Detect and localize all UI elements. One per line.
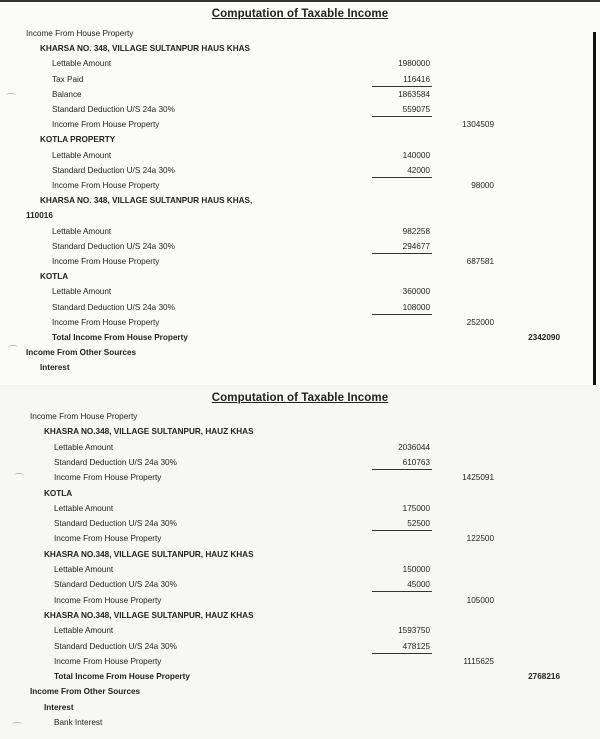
amount-c2: 687581 (466, 257, 494, 266)
table-row (0, 346, 600, 360)
amount-c2: 252000 (466, 317, 494, 327)
subtotal-rule (372, 314, 432, 315)
table-row (0, 410, 600, 424)
row-label: Income From House Property (52, 317, 160, 327)
row-label: Lettable Amount (54, 442, 114, 452)
table-row (0, 517, 600, 531)
row-label: KOTLA PROPERTY (40, 135, 116, 145)
row-label: Standard Deduction U/S 24a 30% (52, 302, 175, 312)
page-edge-shadow (593, 32, 596, 385)
table-row (0, 594, 600, 608)
table-row (0, 194, 600, 208)
pen-mark-icon: ⌒ (6, 94, 16, 105)
table-row (0, 685, 600, 699)
amount-c1: 1863584 (398, 89, 430, 99)
table-row (0, 209, 600, 223)
table-row (0, 487, 600, 501)
amount-c1: 478125 (402, 641, 430, 651)
amount-c1: 108000 (402, 302, 430, 312)
subtotal-rule (372, 530, 432, 531)
table-row (0, 164, 600, 178)
page-title: Computation of Taxable Income (211, 8, 389, 20)
table-row (0, 316, 600, 330)
row-label: KHASRA NO.348, VILLAGE SULTANPUR, HAUZ KHAS (44, 549, 254, 559)
table-row (0, 301, 600, 315)
table-row (0, 88, 600, 102)
row-label: Lettable Amount (52, 150, 112, 160)
pen-mark-icon: ⌒ (14, 474, 24, 485)
subtotal-rule (372, 591, 432, 592)
table-row (0, 655, 600, 669)
row-label: Income From House Property (52, 120, 160, 130)
row-label: Income From House Property (30, 412, 138, 421)
row-label: Lettable Amount (54, 503, 114, 513)
row-label: Income From House Property (54, 534, 162, 544)
amount-c1: 52500 (407, 519, 430, 529)
row-label: KHARSA NO. 348, VILLAGE SULTANPUR HAUS KHAS (40, 44, 251, 54)
amount-c3: 2768216 (528, 672, 560, 682)
amount-c1: 294677 (402, 241, 430, 251)
table-row (0, 640, 600, 654)
table-row (0, 270, 600, 284)
amount-c2: 1115625 (463, 656, 494, 666)
table-row (0, 103, 600, 117)
table-row (0, 502, 600, 516)
table-row (0, 118, 600, 132)
amount-c1: 140000 (402, 150, 430, 160)
subtotal-rule (372, 469, 432, 470)
table-row (0, 331, 600, 345)
row-label: Total Income From House Property (54, 672, 190, 682)
amount-c1: 360000 (402, 287, 430, 297)
table-row (0, 471, 600, 485)
table-row (0, 285, 600, 299)
page-title: Computation of Taxable Income (211, 392, 389, 404)
amount-c1: 559075 (402, 105, 430, 114)
row-label: Standard Deduction U/S 24a 30% (52, 165, 175, 175)
table-row (0, 670, 600, 684)
row-label: Standard Deduction U/S 24a 30% (52, 105, 175, 114)
amount-c2: 1425091 (462, 473, 494, 483)
pen-mark-icon: ⌒ (12, 723, 22, 734)
row-label: 110016 (26, 211, 53, 221)
amount-c2: 1304509 (462, 120, 494, 130)
table-row (0, 225, 600, 239)
amount-c2: 105000 (466, 595, 494, 605)
row-label: KHASRA NO.348, VILLAGE SULTANPUR, HAUZ KHAS (44, 610, 254, 620)
amount-c1: 1593750 (398, 626, 430, 636)
table-row (0, 73, 600, 87)
row-label: Standard Deduction U/S 24a 30% (52, 241, 175, 251)
table-row (0, 441, 600, 455)
table-row (0, 255, 600, 269)
subtotal-rule (372, 653, 432, 654)
table-row (0, 361, 600, 375)
table-row (0, 578, 600, 592)
row-label: KOTLA (40, 272, 69, 282)
row-label: Standard Deduction U/S 24a 30% (54, 519, 177, 529)
table-row (0, 716, 600, 730)
table-row (0, 563, 600, 577)
table-row (0, 701, 600, 715)
row-label: KOTLA (44, 488, 73, 498)
subtotal-rule (372, 86, 432, 87)
bottom-sheet (0, 386, 600, 739)
row-label: KHASRA NO.348, VILLAGE SULTANPUR, HAUZ KHAS (44, 427, 254, 437)
table-row (0, 456, 600, 470)
table-row (0, 179, 600, 193)
table-row (0, 609, 600, 623)
table-row (0, 624, 600, 638)
subtotal-rule (372, 177, 432, 178)
amount-c1: 2036044 (398, 442, 430, 452)
row-label: Lettable Amount (52, 287, 112, 297)
table-row (0, 532, 600, 546)
subtotal-rule (372, 116, 432, 117)
row-label: Lettable Amount (54, 626, 114, 636)
row-label: Lettable Amount (52, 59, 112, 69)
table-row (0, 425, 600, 439)
subtotal-rule (372, 253, 432, 254)
row-label: Income From Other Sources (26, 348, 137, 358)
table-row (0, 57, 600, 71)
row-label: Income From House Property (54, 656, 162, 666)
row-label: Income From House Property (52, 257, 160, 266)
table-row (0, 548, 600, 562)
row-label: Lettable Amount (52, 226, 112, 236)
amount-c1: 175000 (402, 503, 430, 513)
row-label: Standard Deduction U/S 24a 30% (54, 457, 177, 467)
row-label: Income From House Property (52, 181, 160, 190)
amount-c1: 610763 (402, 457, 430, 467)
row-label: Interest (40, 363, 70, 373)
row-label: Income From House Property (54, 595, 162, 605)
row-label: Interest (44, 702, 74, 712)
amount-c1: 150000 (402, 565, 430, 574)
row-label: Income From Other Sources (30, 687, 141, 697)
amount-c2: 98000 (471, 181, 494, 190)
table-row (0, 133, 600, 147)
row-label: Lettable Amount (54, 565, 114, 574)
row-label: Total Income From House Property (52, 333, 188, 342)
table-row (0, 149, 600, 163)
row-label: KHARSA NO. 348, VILLAGE SULTANPUR HAUS KHAS, (40, 196, 253, 206)
amount-c1: 45000 (407, 580, 430, 590)
amount-c2: 122500 (466, 534, 494, 544)
amount-c1: 982258 (402, 226, 430, 236)
row-label: Income From House Property (26, 29, 134, 38)
table-row (0, 42, 600, 56)
table-row (0, 240, 600, 254)
amount-c1: 116416 (403, 74, 430, 84)
row-label: Tax Paid (52, 74, 84, 84)
row-label: Standard Deduction U/S 24a 30% (54, 580, 177, 590)
row-label: Balance (52, 89, 82, 99)
row-label: Bank Interest (54, 718, 103, 727)
amount-c1: 1980000 (398, 59, 430, 69)
amount-c1: 42000 (407, 165, 430, 175)
row-label: Income From House Property (54, 473, 162, 483)
amount-c3: 2342090 (528, 333, 560, 342)
pen-mark-icon: ⌒ (8, 346, 18, 357)
table-row (0, 27, 600, 41)
row-label: Standard Deduction U/S 24a 30% (54, 641, 177, 651)
